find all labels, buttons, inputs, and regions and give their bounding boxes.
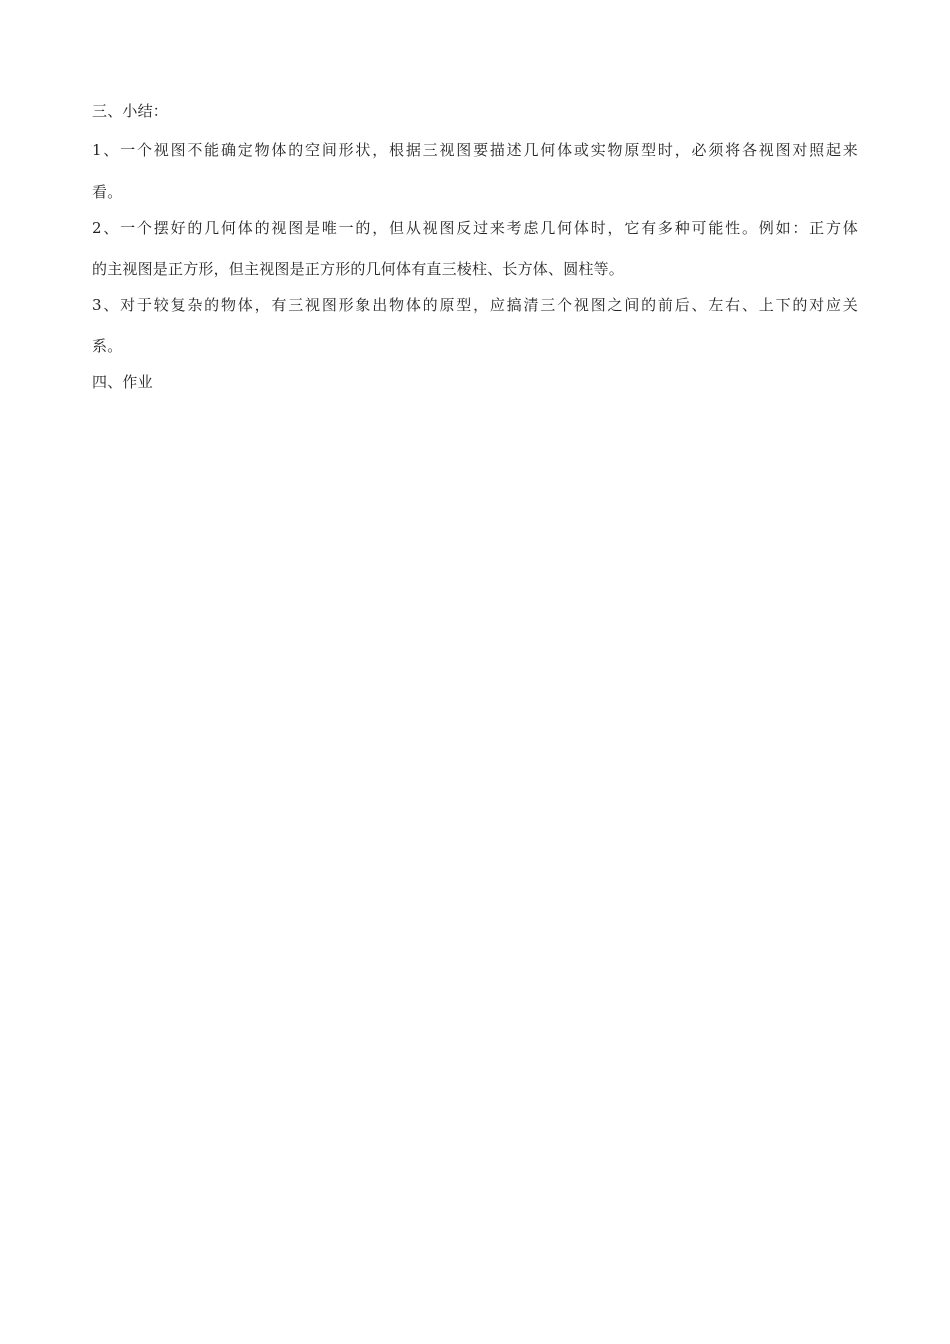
summary-heading: 三、小结： [92,102,169,120]
summary-point-1-line-1: 1、一个视图不能确定物体的空间形状，根据三视图要描述几何体或实物原型时，必须将各视图对照起来 [92,141,858,159]
summary-point-2-line-2: 的主视图是正方形，但主视图是正方形的几何体有直三棱柱、长方体、圆柱等。 [92,260,625,278]
summary-point-3-line-1: 3、对于较复杂的物体，有三视图形象出物体的原型，应搞清三个视图之间的前后、左右、上下的对应关 [92,296,858,314]
document-page [92,100,858,393]
homework-heading: 四、作业 [92,373,153,391]
summary-point-3-line-2: 系。 [92,337,123,355]
summary-point-1-line-2: 看。 [92,183,123,201]
summary-point-2-line-1: 2、一个摆好的几何体的视图是唯一的，但从视图反过来考虑几何体时，它有多种可能性。例如：正方体 [92,219,858,237]
